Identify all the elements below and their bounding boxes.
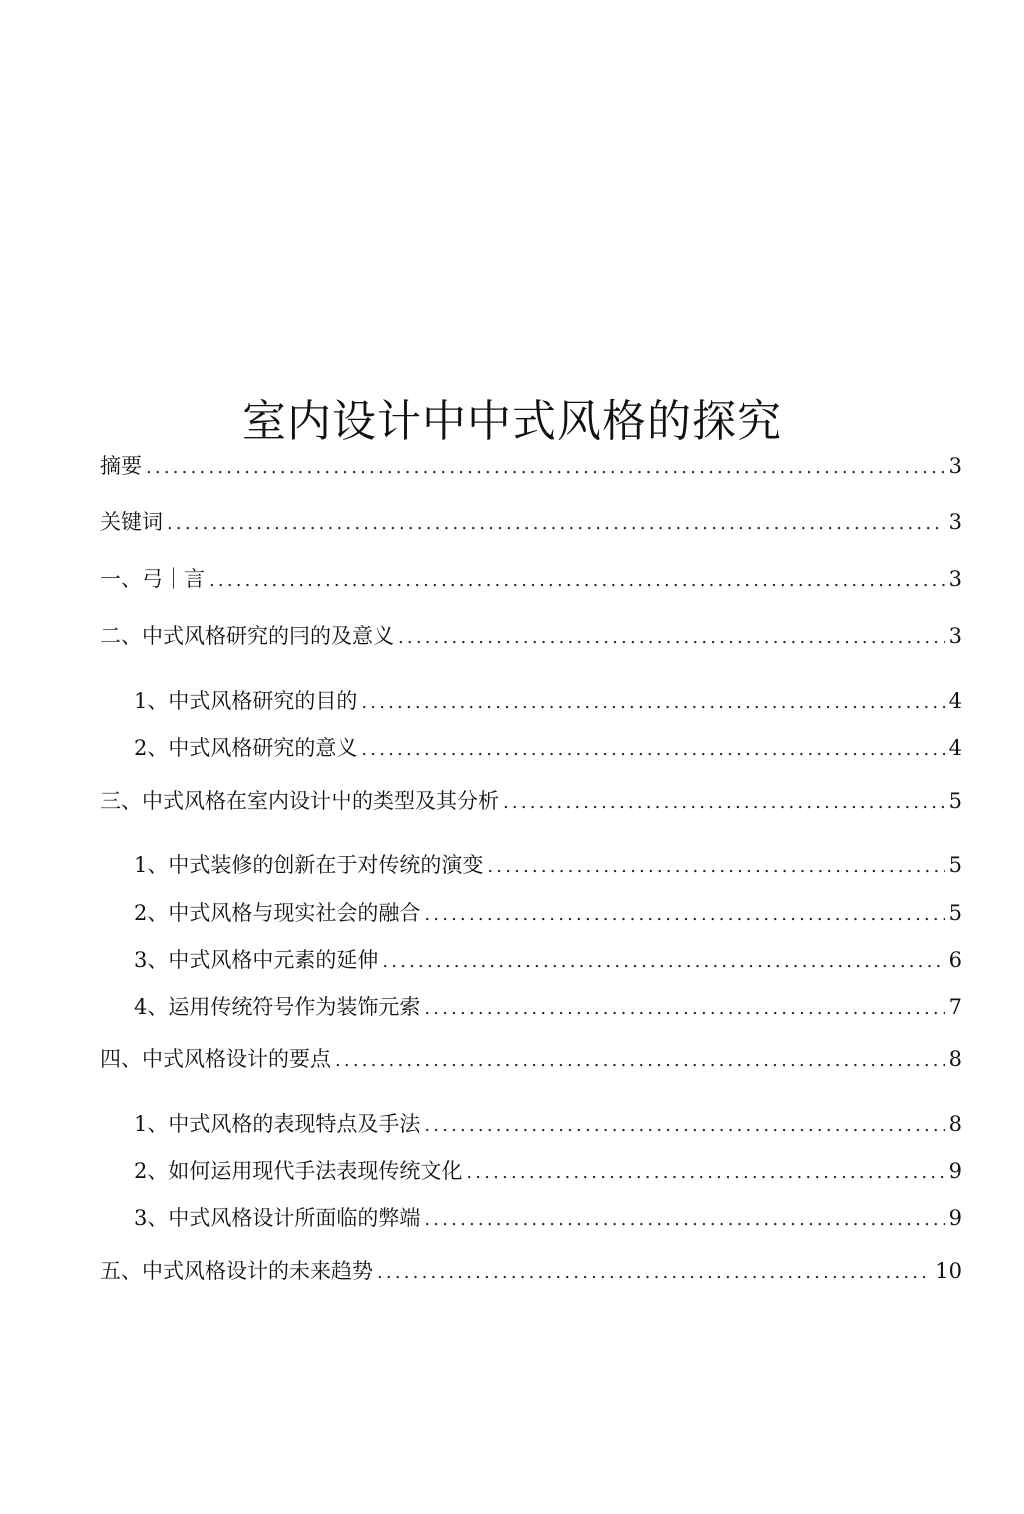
toc-entry-label: 2、中式风格与现实社会的融合 (134, 901, 421, 925)
toc-entry-page: 6 (948, 948, 962, 972)
toc-entry-page: 5 (948, 853, 962, 877)
toc-dot-leader (377, 1258, 931, 1288)
toc-entry (100, 786, 962, 816)
toc-subentry (134, 1203, 962, 1233)
toc-entry-page: 3 (948, 510, 962, 534)
toc-entry-page: 3 (948, 624, 962, 648)
toc-dot-leader (146, 453, 945, 483)
toc-dot-leader (167, 509, 945, 539)
toc-entry-label: 2、如何运用现代手法表现传统文化 (134, 1159, 463, 1183)
toc-dot-leader (335, 1046, 945, 1076)
toc-dot-leader (487, 852, 944, 882)
toc-entry-page: 3 (948, 454, 962, 478)
toc-dot-leader (466, 1158, 944, 1188)
toc-subentry (134, 733, 962, 763)
toc-entry-label: 一、弓｜言 (100, 567, 205, 591)
toc-entry-page: 4 (948, 689, 962, 713)
toc-entry-label: 摘要 (100, 454, 142, 478)
toc-subentry (134, 898, 962, 928)
toc-entry-page: 8 (948, 1047, 962, 1071)
toc-entry-label: 三、中式风格在室内设计屮的类型及其分析 (100, 789, 499, 813)
toc-entry (100, 507, 962, 537)
toc-entry-label: 1、中式装修的创新在于对传统的演变 (134, 853, 484, 877)
toc-subentry (134, 1156, 962, 1186)
toc-entry-page: 9 (948, 1206, 962, 1230)
toc-dot-leader (398, 623, 945, 653)
toc-entry-label: 1、中式风格的表现特点及手法 (134, 1112, 421, 1136)
toc-entry-page: 9 (948, 1159, 962, 1183)
toc-subentry (134, 1109, 962, 1139)
toc-entry-page: 5 (948, 901, 962, 925)
toc-dot-leader (424, 994, 944, 1024)
toc-entry (100, 1044, 962, 1074)
toc-entry-page: 4 (948, 736, 962, 760)
toc-dot-leader (424, 1111, 944, 1141)
toc-subentry (134, 850, 962, 880)
toc-entry-page: 8 (948, 1112, 962, 1136)
toc-subentry (134, 945, 962, 975)
toc-entry-page: 3 (948, 567, 962, 591)
toc-entry (100, 451, 962, 481)
toc-entry-label: 4、运用传统符号作为装饰元索 (134, 995, 421, 1019)
toc-entry-page: 7 (948, 995, 962, 1019)
toc-entry-label: 1、中式风格研究的目的 (134, 689, 358, 713)
toc-subentry (134, 992, 962, 1022)
toc-entry-page: 10 (935, 1259, 962, 1283)
toc-entry (100, 621, 962, 651)
toc-entry-label: 3、中式风格中元素的延伸 (134, 948, 379, 972)
toc-entry-label: 3、中式风格设计所面临的弊端 (134, 1206, 421, 1230)
toc-dot-leader (209, 566, 945, 596)
toc-entry-label: 五、中式风格设计的未来趋势 (100, 1259, 373, 1283)
toc-entry-label: 2、中式风格研究的意义 (134, 736, 358, 760)
toc-dot-leader (503, 788, 945, 818)
toc-entry-label: 关键词 (100, 510, 163, 534)
toc-entry-label: 二、中式风格研究的冃的及意义 (100, 624, 394, 648)
toc-dot-leader (361, 688, 944, 718)
document-title: 室内设计中中式风格的探究 (242, 396, 782, 447)
toc-entry (100, 1256, 962, 1286)
toc-entry-page: 5 (948, 789, 962, 813)
toc-entry-label: 四、中式风格设计的要点 (100, 1047, 331, 1071)
toc-entry (100, 564, 962, 594)
toc-dot-leader (361, 735, 944, 765)
toc-dot-leader (424, 1205, 944, 1235)
toc-subentry (134, 686, 962, 716)
toc-dot-leader (424, 900, 944, 930)
toc-dot-leader (382, 947, 944, 977)
